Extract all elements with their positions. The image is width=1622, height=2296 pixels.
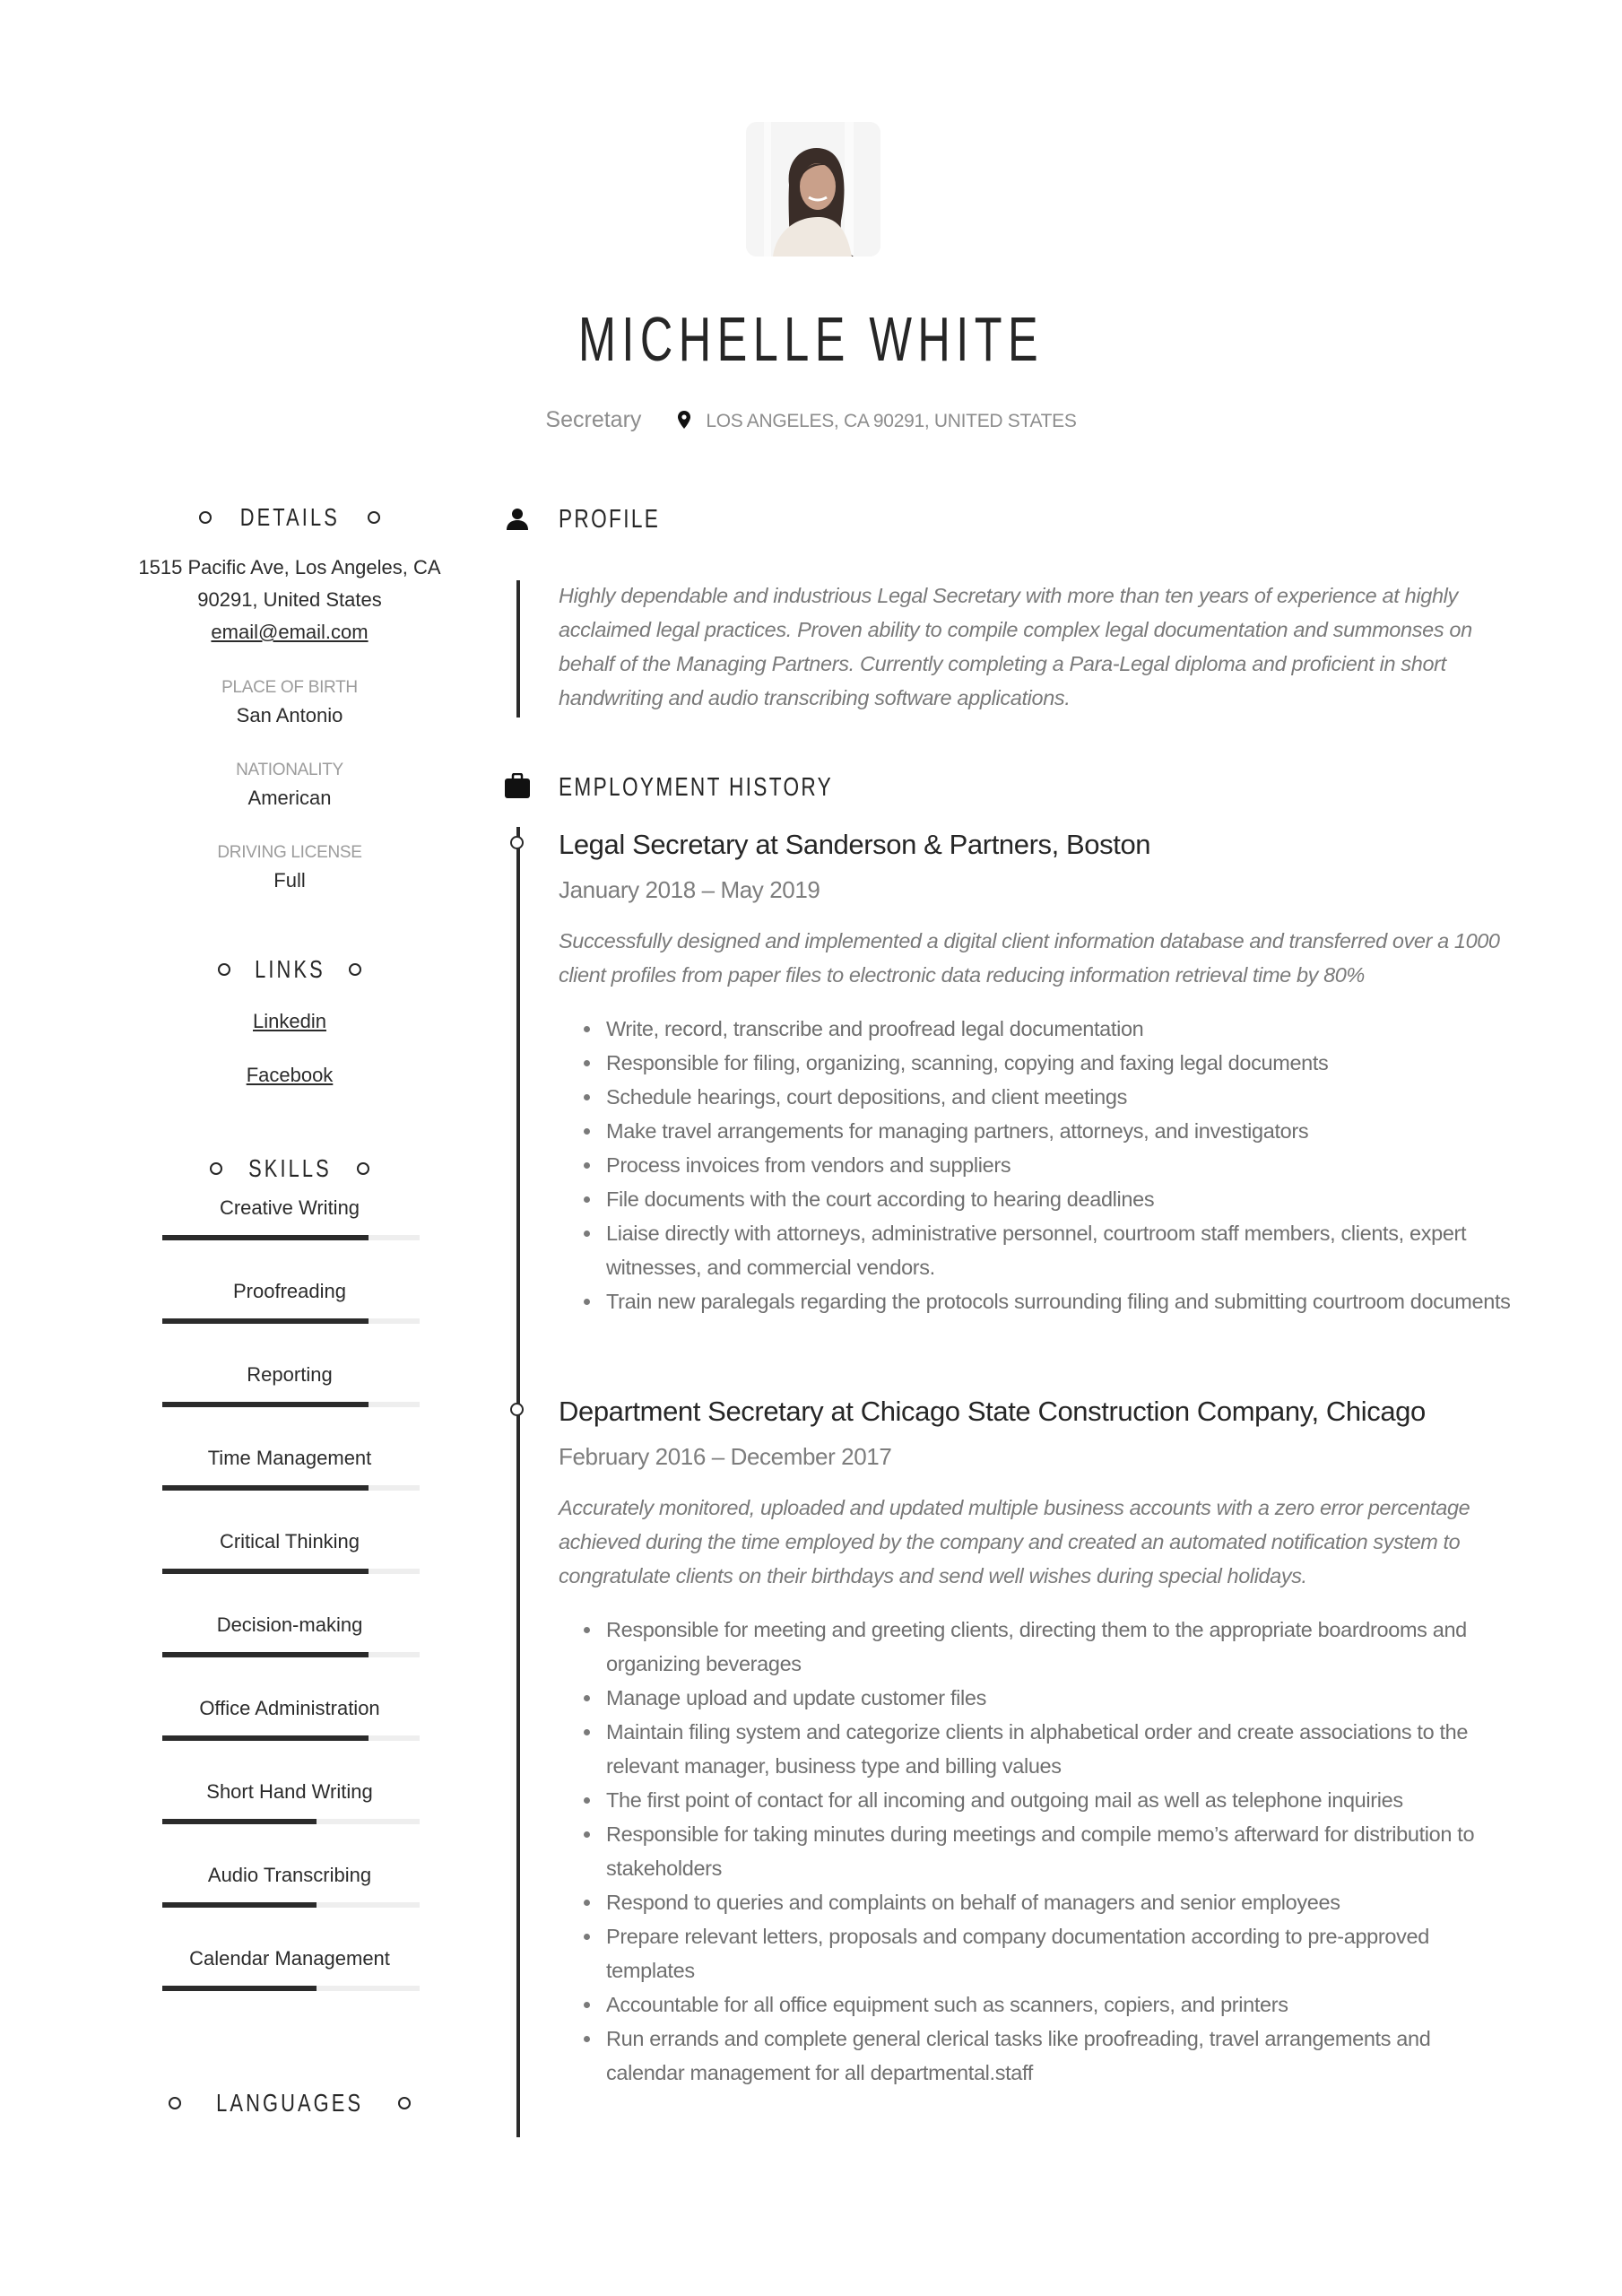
person-icon — [506, 508, 529, 531]
languages-heading: LANGUAGES — [126, 2083, 454, 2123]
bullet-item: File documents with the court according to hearing deadlines — [606, 1182, 1514, 1216]
skill-level-bar — [162, 1652, 420, 1657]
skill-level-bar — [162, 1819, 420, 1824]
map-pin-icon — [678, 411, 690, 429]
bullet-item: Run errands and complete general clerical tasks like proofreading, travel arrangements and calendar management for all departmental.staff — [606, 2022, 1514, 2090]
skill-name: Office Administration — [199, 1697, 380, 1719]
links-section — [126, 950, 454, 1091]
skill-name: Critical Thinking — [219, 1530, 360, 1552]
circle-icon — [349, 963, 361, 976]
circle-icon — [210, 1162, 222, 1175]
circle-icon — [357, 1162, 369, 1175]
skills-heading: SKILLS — [126, 1149, 454, 1188]
briefcase-icon — [504, 773, 531, 800]
driving-license-value: Full — [273, 869, 306, 891]
skill-level-fill — [162, 1318, 369, 1324]
skill-level-bar — [162, 1902, 420, 1908]
job-title: Secretary — [545, 407, 642, 432]
job-summary: Accurately monitored, uploaded and updated multiple business accounts with a zero error percentage achieved during the time employed by the company and created an automated notification system to congratulate clients on their birthdays and send well wishes during special holidays. — [559, 1496, 1470, 1587]
facebook-link[interactable]: Facebook — [246, 1064, 334, 1086]
skill-name: Time Management — [207, 1447, 372, 1469]
skill-item — [126, 1861, 454, 1944]
profile-summary: Highly dependable and industrious Legal Secretary with more than ten years of experience at highly acclaimed legal practices. Proven ability to compile complex legal documentation and summonses on behalf of the Managing Partners. Currently completing a Para-Legal diploma and proficient in short handwriting and audio transcribing software applications. — [559, 584, 1472, 709]
skill-level-fill — [162, 1986, 317, 1991]
skill-item — [126, 1527, 454, 1611]
job-bullets — [559, 1613, 1514, 2090]
skill-item — [126, 1361, 454, 1444]
email-link[interactable]: email@email.com — [211, 621, 369, 643]
job-dates: January 2018 – May 2019 — [559, 876, 820, 903]
skill-level-fill — [162, 1652, 369, 1657]
bullet-item: Train new paralegals regarding the protocols surrounding filing and submitting courtroom documents — [606, 1284, 1514, 1318]
job-entry-1 — [559, 827, 1514, 1318]
details-heading: DETAILS — [126, 498, 454, 537]
portrait-image — [746, 122, 880, 257]
skill-level-fill — [162, 1235, 369, 1240]
skill-level-bar — [162, 1735, 420, 1741]
skill-name: Audio Transcribing — [207, 1864, 372, 1886]
nationality-label: NATIONALITY — [236, 761, 343, 779]
linkedin-link[interactable]: Linkedin — [253, 1010, 326, 1032]
bullet-item: Manage upload and update customer files — [606, 1681, 1514, 1715]
bullet-item: Make travel arrangements for managing partners, attorneys, and investigators — [606, 1114, 1514, 1148]
job-dates: February 2016 – December 2017 — [559, 1443, 892, 1470]
bullet-item: Process invoices from vendors and suppliers — [606, 1148, 1514, 1182]
bullet-item: Respond to queries and complaints on behalf of managers and senior employees — [606, 1885, 1514, 1919]
place-of-birth-label: PLACE OF BIRTH — [221, 678, 358, 697]
skill-name: Creative Writing — [219, 1196, 360, 1219]
skill-level-bar — [162, 1235, 420, 1240]
header-subtitle — [0, 405, 1622, 436]
skill-level-bar — [162, 1986, 420, 1991]
skill-name: Short Hand Writing — [206, 1780, 373, 1803]
circle-icon — [398, 2097, 411, 2109]
skill-level-fill — [162, 1902, 317, 1908]
bullet-item: Liaise directly with attorneys, administrative personnel, courtroom staff members, clients, expert witnesses, and commercial vendors. — [606, 1216, 1514, 1284]
skill-item — [126, 1277, 454, 1361]
skill-level-bar — [162, 1318, 420, 1324]
skill-name: Proofreading — [233, 1280, 346, 1302]
job-title: Department Secretary at Chicago State Construction Company, Chicago — [559, 1396, 1426, 1427]
bullet-item: Responsible for meeting and greeting clients, directing them to the appropriate boardrooms and organizing beverages — [606, 1613, 1514, 1681]
bullet-item: Responsible for taking minutes during meetings and compile memo’s afterward for distribution to stakeholders — [606, 1817, 1514, 1885]
bullet-item: The first point of contact for all incoming and outgoing mail as well as telephone inquiries — [606, 1783, 1514, 1817]
place-of-birth-value: San Antonio — [236, 704, 343, 726]
driving-license-label: DRIVING LICENSE — [217, 843, 362, 862]
job-entry-2 — [559, 1394, 1514, 2090]
skill-item — [126, 1444, 454, 1527]
skill-level-fill — [162, 1735, 369, 1741]
skill-level-bar — [162, 1569, 420, 1574]
bullet-item: Accountable for all office equipment such as scanners, copiers, and printers — [606, 1987, 1514, 2022]
skill-level-fill — [162, 1485, 369, 1491]
skills-section — [126, 1149, 454, 2028]
skill-name: Reporting — [247, 1363, 333, 1386]
profile-heading: PROFILE — [559, 505, 661, 534]
skills-list — [126, 1194, 454, 2028]
job-title: Legal Secretary at Sanderson & Partners, Boston — [559, 829, 1151, 860]
skill-item — [126, 1194, 454, 1277]
circle-icon — [218, 963, 230, 976]
circle-icon — [169, 2097, 181, 2109]
skill-item — [126, 1694, 454, 1778]
candidate-name: MICHELLE WHITE — [577, 304, 1045, 374]
timeline-node-icon — [510, 836, 524, 849]
skill-level-fill — [162, 1402, 369, 1407]
skill-name: Decision-making — [216, 1613, 363, 1636]
links-heading: LINKS — [126, 950, 454, 989]
skill-item — [126, 1944, 454, 2028]
sidebar — [126, 498, 454, 2123]
location: LOS ANGELES, CA 90291, UNITED STATES — [706, 411, 1077, 431]
bullet-item: Prepare relevant letters, proposals and company documentation according to pre-approved templates — [606, 1919, 1514, 1987]
profile-accent-line — [516, 580, 520, 718]
address-line-1: 1515 Pacific Ave, Los Angeles, CA — [138, 556, 441, 578]
skill-name: Calendar Management — [189, 1947, 390, 1970]
bullet-item: Responsible for filing, organizing, scanning, copying and faxing legal documents — [606, 1046, 1514, 1080]
timeline-node-icon — [510, 1403, 524, 1416]
employment-timeline — [516, 827, 520, 2137]
job-summary: Successfully designed and implemented a digital client information database and transferred over a 1000 client profiles from paper files to electronic data reducing information retrieval time by 80% — [559, 929, 1500, 987]
circle-icon — [368, 511, 380, 524]
skill-level-bar — [162, 1485, 420, 1491]
skill-level-fill — [162, 1819, 317, 1824]
nationality-value: American — [247, 787, 332, 809]
bullet-item: Write, record, transcribe and proofread legal documentation — [606, 1012, 1514, 1046]
address-line-2: 90291, United States — [197, 588, 382, 611]
employment-heading: EMPLOYMENT HISTORY — [559, 773, 834, 802]
details-section — [126, 498, 454, 896]
bullet-item: Schedule hearings, court depositions, and client meetings — [606, 1080, 1514, 1114]
skill-item — [126, 1611, 454, 1694]
bullet-item: Maintain filing system and categorize clients in alphabetical order and create associations to the relevant manager, business type and billing values — [606, 1715, 1514, 1783]
profile-photo — [746, 122, 880, 257]
circle-icon — [199, 511, 212, 524]
skill-level-fill — [162, 1569, 369, 1574]
skill-item — [126, 1778, 454, 1861]
languages-section — [126, 2083, 454, 2123]
skill-level-bar — [162, 1402, 420, 1407]
job-bullets — [559, 1012, 1514, 1318]
